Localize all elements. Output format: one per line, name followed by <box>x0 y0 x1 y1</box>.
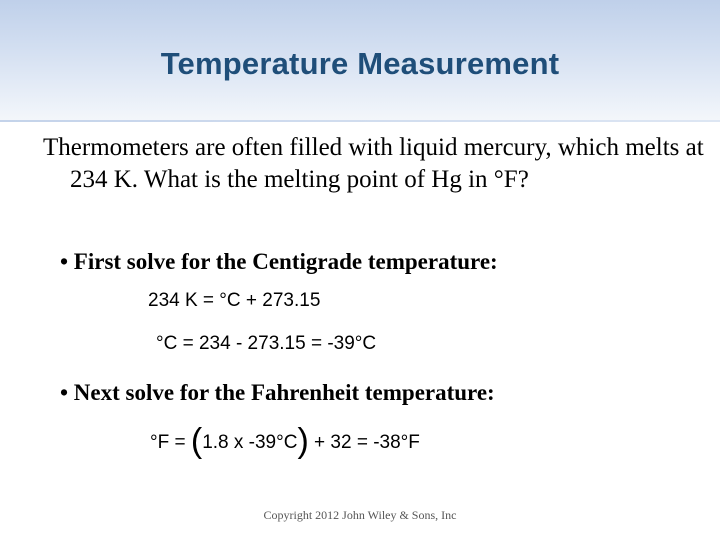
slide-title: Temperature Measurement <box>160 46 560 81</box>
eq3-prefix: °F = <box>150 432 191 453</box>
bullet-fahrenheit: • Next solve for the Fahrenheit temperature: <box>60 380 495 405</box>
header-divider <box>0 120 720 122</box>
eq3-suffix: + 32 = -38°F <box>308 432 420 453</box>
eq3-inner: 1.8 x -39°C <box>202 432 298 453</box>
bullet-centigrade: • First solve for the Centigrade temperature: <box>60 249 498 274</box>
copyright-footer: Copyright 2012 John Wiley & Sons, Inc <box>263 508 457 522</box>
intro-paragraph: Thermometers are often filled with liquid mercury, which melts at 234 K. What is the melting point of Hg in °F? <box>43 134 704 193</box>
close-paren: ) <box>297 422 309 460</box>
equation-kelvin: 234 K = °C + 273.15 <box>148 290 321 311</box>
equation-celsius: °C = 234 - 273.15 = -39°C <box>156 333 377 354</box>
equation-fahrenheit <box>150 422 420 460</box>
open-paren: ( <box>190 422 203 460</box>
